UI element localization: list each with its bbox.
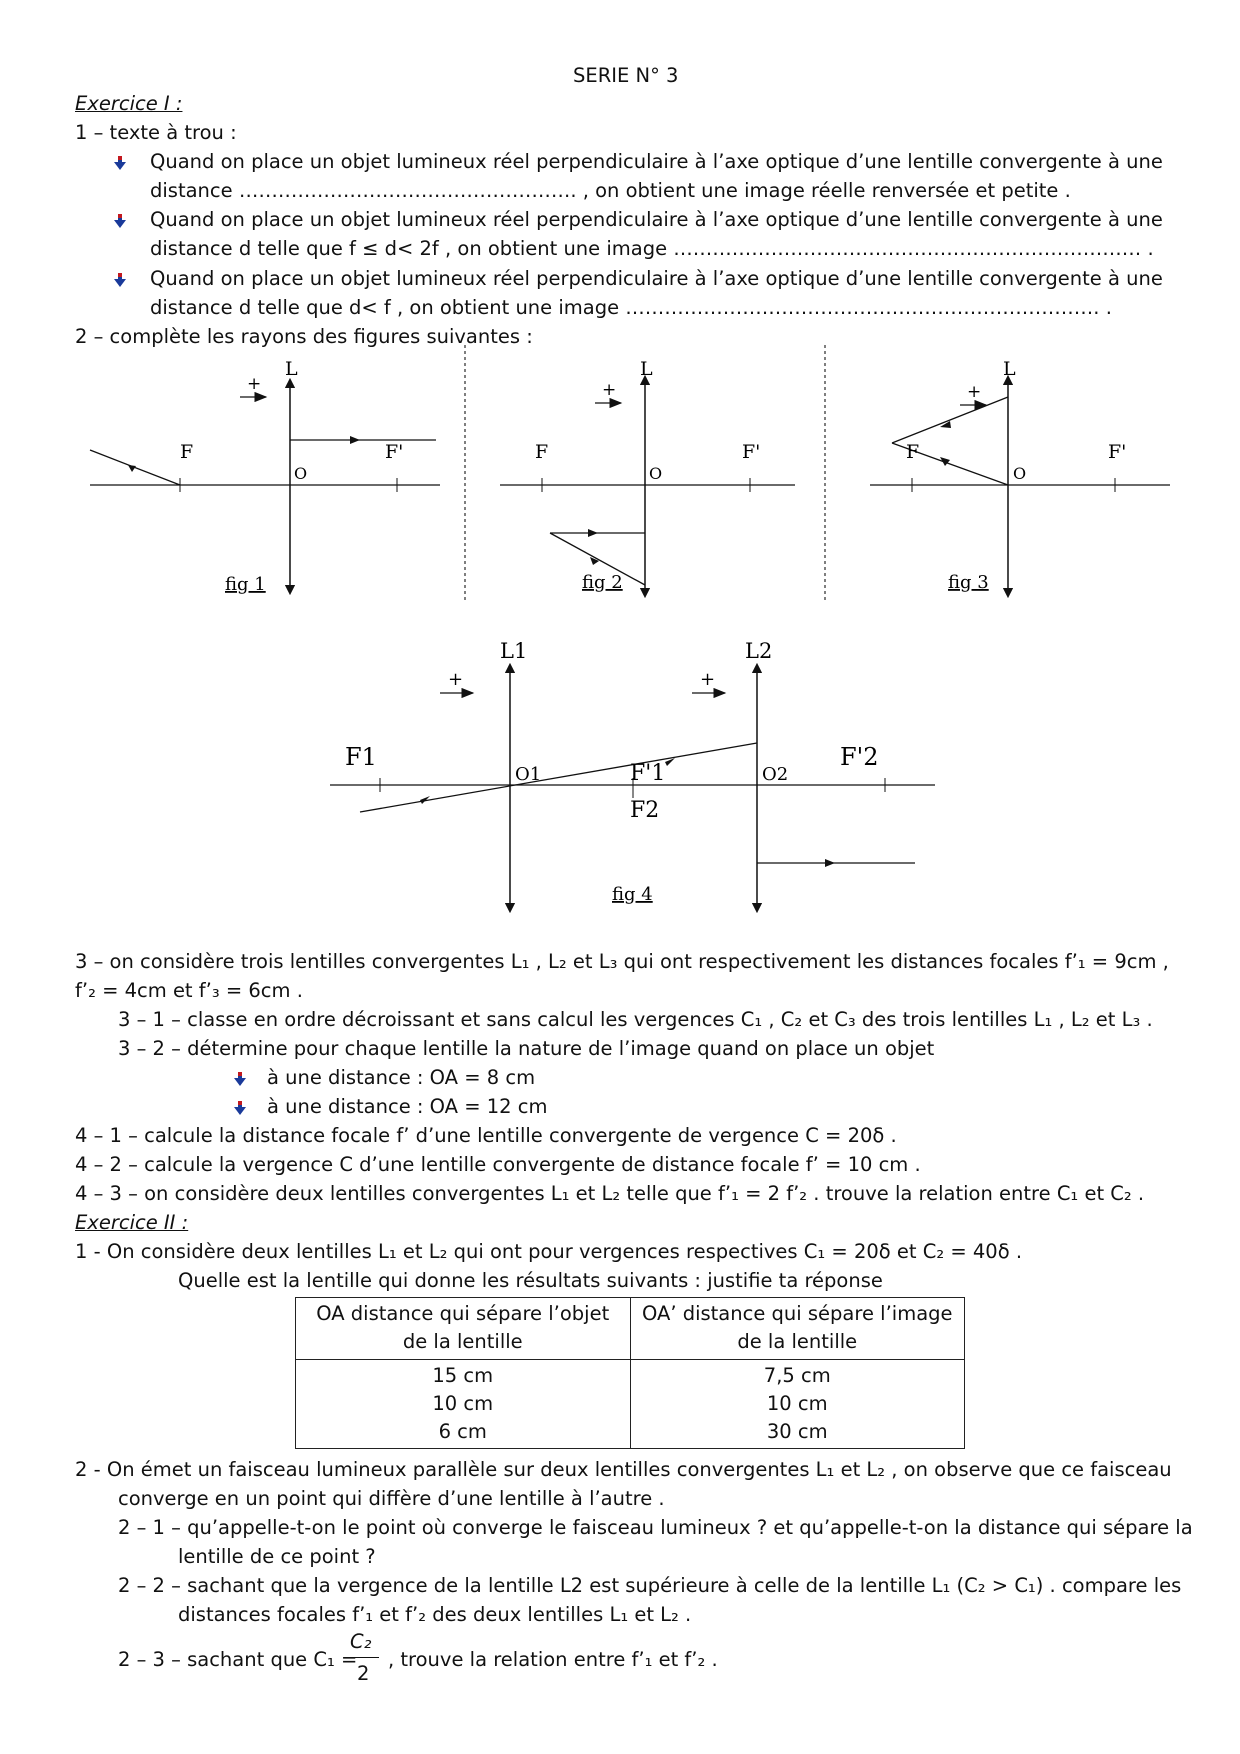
q1-item-3-line1: Quand on place un objet lumineux réel perpendiculaire à l’axe optique d’une lentille convergente à une — [150, 267, 1163, 290]
fig2-lens-label: L — [640, 358, 653, 380]
fig2-o-label: O — [649, 464, 663, 483]
fraction-numerator: C₂ — [350, 1630, 372, 1653]
fig4-l2-label: L2 — [745, 639, 773, 663]
q1-item-1-line1: Quand on place un objet lumineux réel perpendiculaire à l’axe optique d’une lentille convergente à une — [150, 150, 1163, 173]
fig2-plus-label: + — [602, 380, 617, 400]
table-header-row — [296, 1298, 965, 1360]
fig3-lens-label: L — [1003, 358, 1016, 380]
ex2-q2-1-line2: lentille de ce point ? — [178, 1545, 376, 1568]
q3-2-sub-2: à une distance : OA = 12 cm — [267, 1095, 548, 1118]
exercise-2-title: Exercice II : — [75, 1211, 189, 1234]
q3-2-sub-1: à une distance : OA = 8 cm — [267, 1066, 536, 1089]
fig4-f1p-label: F'1 — [630, 761, 666, 786]
table-header-oa-prime: OA’ distance qui sépare l’image de la lentille — [630, 1298, 965, 1360]
figure-2 — [500, 358, 795, 593]
ex2-q1: 1 - On considère deux lentilles L₁ et L₂ qui ont pour vergences respectives C₁ = 20δ et C₂ = 40δ . — [75, 1240, 1023, 1263]
fig4-o1-label: O1 — [515, 764, 542, 785]
table-cell: 30 cm — [766, 1420, 828, 1444]
q4-1: 4 – 1 – calcule la distance focale f’ d’une lentille convergente de vergence C = 20δ . — [75, 1124, 897, 1147]
figure-1 — [90, 358, 440, 595]
figure-3 — [870, 358, 1170, 593]
fig4-plus-1: + — [448, 669, 464, 690]
table-cell: 15 cm — [432, 1363, 494, 1387]
ex2-q2-line1: 2 - On émet un faisceau lumineux parallèle sur deux lentilles convergentes L₁ et L₂ , on observe que ce faisceau — [75, 1458, 1172, 1481]
q3-intro-line2: f’₂ = 4cm et f’₃ = 6cm . — [75, 979, 303, 1002]
fig3-f-label: F — [906, 441, 920, 463]
ex2-q2-1-line1: 2 – 1 – qu’appelle-t-on le point où converge le faisceau lumineux ? et qu’appelle-t-on la distance qui sépare la — [118, 1516, 1193, 1539]
table-header-oa: OA distance qui sépare l’objet de la lentille — [296, 1298, 631, 1360]
q1-item-1-line2: distance ……………………………………………. , on obtient une image réelle renversée et petite . — [150, 179, 1071, 202]
table-cells-oa — [296, 1359, 631, 1449]
q1-label: 1 – texte à trou : — [75, 121, 237, 144]
fig1-f-label: F — [180, 441, 194, 463]
fraction-bar — [349, 1657, 379, 1658]
table-cell: 6 cm — [438, 1420, 487, 1444]
arrow-bullet-icon — [232, 1071, 248, 1087]
fig4-f1-label: F1 — [345, 743, 377, 771]
fig1-o-label: O — [294, 464, 308, 483]
fig3-caption: fig 3 — [948, 572, 989, 593]
arrow-bullet-icon — [112, 272, 128, 288]
fig4-plus-2: + — [700, 669, 716, 690]
fig3-plus-label: + — [967, 382, 982, 402]
fig3-o-label: O — [1013, 464, 1027, 483]
fig2-caption: fig 2 — [582, 572, 623, 593]
fig1-plus-label: + — [247, 374, 262, 394]
results-table — [295, 1297, 965, 1449]
q3-2: 3 – 2 – détermine pour chaque lentille la nature de l’image quand on place un objet — [118, 1037, 935, 1060]
fig1-caption: fig 1 — [225, 574, 266, 595]
table-cell: 10 cm — [766, 1391, 828, 1415]
ex2-q2-3-prefix: 2 – 3 – sachant que C₁ = — [118, 1648, 358, 1671]
q4-2: 4 – 2 – calcule la vergence C d’une lentille convergente de distance focale f’ = 10 cm . — [75, 1153, 921, 1176]
q2-label: 2 – complète les rayons des figures suivantes : — [75, 325, 533, 348]
q1-item-3-line2: distance d telle que d< f , on obtient une image ………………………………………………………………. . — [150, 296, 1112, 319]
ex2-q2-2-line2: distances focales f’₁ et f’₂ des deux lentilles L₁ et L₂ . — [178, 1603, 692, 1626]
figure-4 — [320, 630, 940, 920]
fig2-fp-label: F' — [742, 441, 761, 463]
fig4-caption: fig 4 — [612, 884, 653, 905]
ex2-q2-2-line1: 2 – 2 – sachant que la vergence de la lentille L2 est supérieure à celle de la lentille L₁ (C₂ > C₁) . compare les — [118, 1574, 1182, 1597]
fig1-fp-label: F' — [385, 441, 404, 463]
table-cell: 10 cm — [432, 1391, 494, 1415]
fig4-l1-label: L1 — [500, 639, 528, 663]
q1-item-2-line2: distance d telle que f ≤ d< 2f , on obtient une image ……………………………………………………………… . — [150, 237, 1154, 260]
ex2-q2-line2: converge en un point qui diffère d’une lentille à l’autre . — [118, 1487, 665, 1510]
fig4-f2-label: F2 — [630, 798, 660, 823]
fig1-lens-label: L — [285, 358, 298, 380]
fig4-f2p-label: F'2 — [840, 743, 879, 771]
page-title: SERIE N° 3 — [573, 64, 679, 87]
fig3-fp-label: F' — [1108, 441, 1127, 463]
arrow-bullet-icon — [232, 1100, 248, 1116]
fraction-denominator: 2 — [357, 1662, 370, 1685]
q1-item-2-line1: Quand on place un objet lumineux réel perpendiculaire à l’axe optique d’une lentille convergente à une — [150, 208, 1163, 231]
table-cells-oa-prime — [630, 1359, 965, 1449]
q4-3: 4 – 3 – on considère deux lentilles convergentes L₁ et L₂ telle que f’₁ = 2 f’₂ . trouve la relation entre C₁ et C₂ . — [75, 1182, 1145, 1205]
figures-1-3 — [80, 345, 1180, 615]
table-cell: 7,5 cm — [763, 1363, 831, 1387]
q3-intro-line1: 3 – on considère trois lentilles convergentes L₁ , L₂ et L₃ qui ont respectivement les distances focales f’₁ = 9cm , — [75, 950, 1169, 973]
table-row — [296, 1359, 965, 1449]
ex2-q1-question: Quelle est la lentille qui donne les résultats suivants : justifie ta réponse — [178, 1269, 883, 1292]
q3-1: 3 – 1 – classe en ordre décroissant et sans calcul les vergences C₁ , C₂ et C₃ des trois lentilles L₁ , L₂ et L₃ . — [118, 1008, 1153, 1031]
arrow-bullet-icon — [112, 213, 128, 229]
ex2-q2-3-suffix: , trouve la relation entre f’₁ et f’₂ . — [388, 1648, 718, 1671]
fig4-o2-label: O2 — [762, 764, 789, 785]
fig2-f-label: F — [535, 441, 549, 463]
arrow-bullet-icon — [112, 155, 128, 171]
exercise-1-title: Exercice I : — [75, 92, 183, 115]
